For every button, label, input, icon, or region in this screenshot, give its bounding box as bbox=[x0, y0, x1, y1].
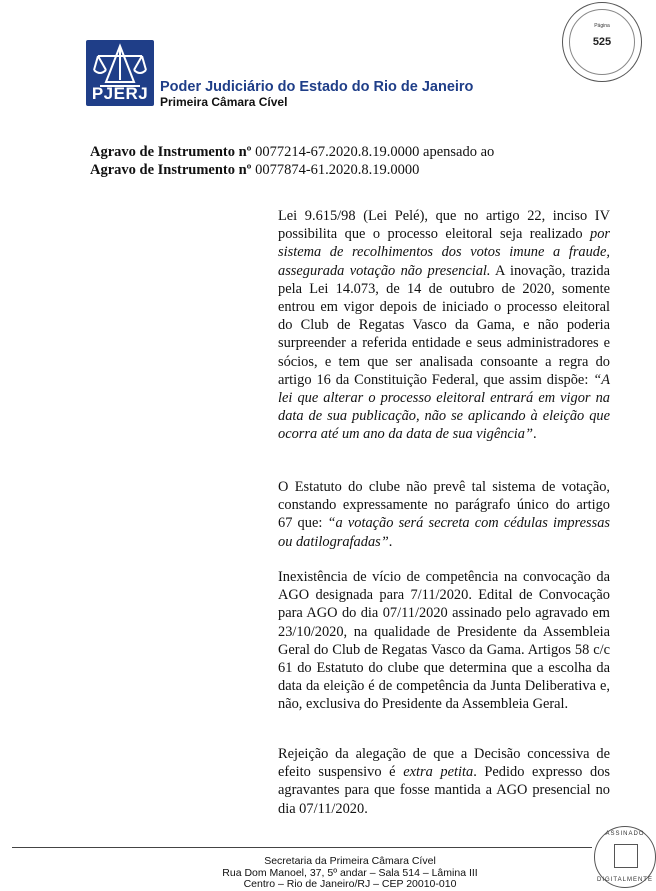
text-run: Lei 9.615/98 (Lei Pelé), que no artigo 22, inciso IV possibilita que o processo eleitoral seja realizado bbox=[278, 208, 610, 243]
seal-top-text: ASSINADO bbox=[605, 831, 645, 837]
paragraph-lei-pele bbox=[278, 207, 610, 444]
case-number: 0077874-61.2020.8.19.0000 bbox=[251, 162, 420, 178]
scales-icon bbox=[86, 40, 154, 90]
quote-italic: “a votação será secreta com cédulas impressas ou datilografadas” bbox=[278, 515, 610, 550]
text-run: Rejeição da alegação de que a Decisão concessiva de efeito suspensivo é bbox=[278, 746, 610, 781]
footer-line-1: Secretaria da Primeira Câmara Cível bbox=[264, 855, 436, 867]
text-run: . Pedido expresso dos agravantes para que fosse mantida a AGO presencial no dia 07/11/2020. bbox=[278, 764, 610, 817]
text-run: . bbox=[388, 533, 393, 550]
case-number: 0077214-67.2020.8.19.0000 apensado ao bbox=[251, 144, 495, 160]
digital-signature-seal bbox=[594, 826, 656, 888]
case-line-2 bbox=[90, 161, 494, 179]
case-identifiers bbox=[90, 143, 494, 179]
pjerj-logo bbox=[86, 40, 154, 106]
seal-emblem-icon bbox=[614, 844, 638, 868]
footer-address bbox=[0, 856, 656, 891]
case-label: Agravo de Instrumento nº bbox=[90, 162, 252, 178]
text-run-italic: por sistema de recolhimentos dos votos imune a fraude, assegurada votação não presencial. bbox=[278, 226, 610, 279]
paragraph-estatuto bbox=[278, 478, 610, 551]
text-run: . bbox=[533, 426, 537, 443]
court-name: Poder Judiciário do Estado do Rio de Janeiro bbox=[160, 79, 474, 95]
chamber-name: Primeira Câmara Cível bbox=[160, 95, 288, 109]
text-run-italic: extra petita bbox=[403, 764, 474, 781]
footer-line-2: Rua Dom Manoel, 37, 5º andar – Sala 514 – Lâmina III bbox=[222, 866, 478, 879]
logo-text: PJERJ bbox=[91, 84, 149, 103]
quote-italic: “A lei que alterar o processo eleitoral entrará em vigor na data de sua publicação, não se aplicando à eleição que ocorra até um ano da data de sua vigência” bbox=[278, 371, 610, 443]
paragraph-competencia: Inexistência de vício de competência na convocação da AGO designada para 7/11/2020. Edital de Convocação para AGO do dia 07/11/2020 assinado pelo agravado em 23/10/2020, na qualidade de Presidente da Assembleia Geral do Club de Regatas Vasco da Gama. Artigos 58 c/c 61 do Estatuto do clube que determina que a escolha da data da eleição é de competência da Junta Deliberativa e, não, exclusiva do Presidente da Assembleia Geral. bbox=[278, 569, 610, 713]
case-label: Agravo de Instrumento nº bbox=[90, 144, 252, 160]
footer-line-3: Centro – Rio de Janeiro/RJ – CEP 20010-010 bbox=[243, 878, 457, 890]
seal-bottom-text: DIGITALMENTE bbox=[597, 877, 653, 883]
text-run: A inovação, trazida pela Lei 14.073, de 14 de outubro de 2020, somente entrou em vigor depois de iniciado o processo eleitoral do Club de Regatas Vasco da Gama, e não poderia surpreender a referida entidade e seus administradores e sócios, e tem que ser analisada consoante a regra do artigo 16 da Constituição Federal, que assim dispõe: bbox=[278, 262, 610, 388]
case-line-1 bbox=[90, 143, 494, 161]
page-stamp bbox=[562, 2, 642, 82]
court-header bbox=[160, 79, 473, 109]
text-run: O Estatuto do clube não prevê tal sistema de votação, constando expressamente no parágrafo único do artigo 67 que: bbox=[278, 479, 610, 532]
page-number: 525 bbox=[592, 36, 612, 48]
footer-divider bbox=[12, 847, 592, 848]
paragraph-extra-petita bbox=[278, 745, 610, 818]
page-label: Página bbox=[594, 23, 610, 29]
